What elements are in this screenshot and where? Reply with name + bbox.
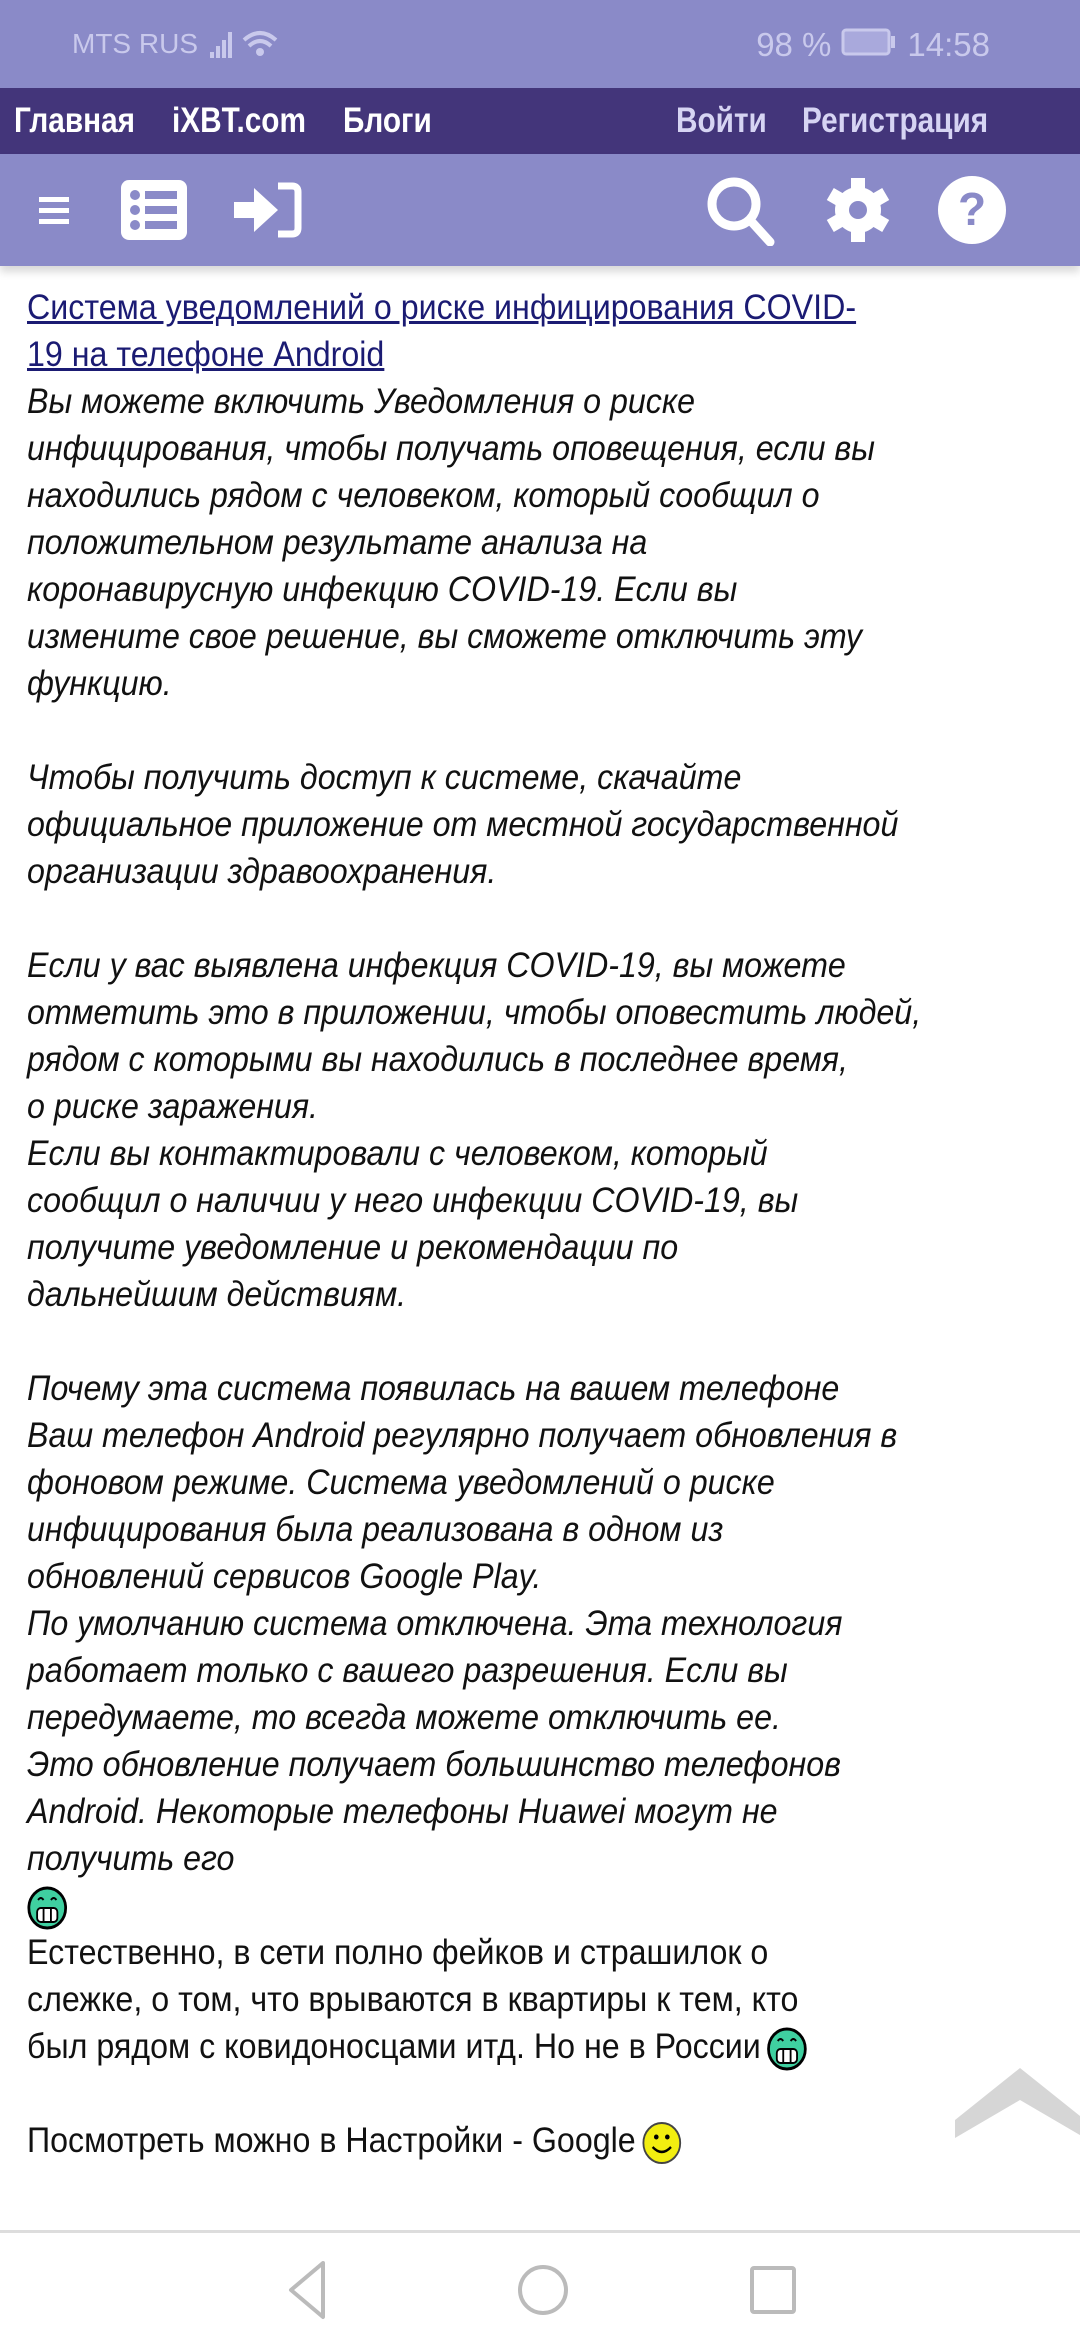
text-line [27, 425, 984, 472]
nav-home[interactable]: Главная [14, 101, 135, 140]
nav-ixbt[interactable]: iXBT.com [172, 101, 306, 140]
line-text: Если у вас выявлена инфекция COVID-19, вы можете [27, 946, 846, 985]
sign-in-icon[interactable] [230, 172, 306, 248]
text-line [27, 1224, 984, 1271]
text-line [27, 2117, 984, 2164]
search-icon[interactable] [702, 172, 778, 248]
line-text: сообщил о наличии у него инфекции COVID-19, вы [27, 1181, 799, 1220]
grin-emoji-icon [766, 2027, 806, 2066]
line-text: передумаете, то всегда можете отключить ее. [27, 1698, 781, 1737]
line-text: инфицирования была реализована в одном из [27, 1510, 724, 1549]
grin-emoji-icon [27, 1886, 67, 1925]
carrier-name: MTS RUS [72, 28, 198, 59]
line-text: получить его [27, 1839, 235, 1878]
text-line [27, 1553, 984, 1600]
line-text: коронавирусную инфекцию COVID-19. Если вы [27, 570, 738, 609]
line-text: официальное приложение от местной государственной [27, 805, 899, 844]
line-text: По умолчанию система отключена. Эта технология [27, 1604, 843, 1643]
text-line [27, 848, 984, 895]
line-text: организации здравоохранения. [27, 852, 497, 891]
line-text: слежке, о том, что врываются в квартиры к тем, кто [27, 1980, 799, 2019]
clock: 14:58 [907, 26, 990, 63]
line-text: получите уведомление и рекомендации по [27, 1228, 679, 1267]
register-link[interactable]: Регистрация [802, 101, 989, 140]
text-line [27, 754, 984, 801]
text-line [27, 1036, 984, 1083]
line-text: измените свое решение, вы сможете отключить эту [27, 617, 863, 656]
text-line [27, 1976, 984, 2023]
help-icon[interactable] [934, 172, 1010, 248]
article-content [27, 284, 1067, 2164]
line-text: Естественно, в сети полно фейков и страшилок о [27, 1933, 769, 1972]
gear-icon[interactable] [820, 172, 896, 248]
text-line [27, 613, 984, 660]
line-text: дальнейшим действиям. [27, 1275, 407, 1314]
smile-emoji-icon [641, 2121, 681, 2160]
line-text: положительном результате анализа на [27, 523, 648, 562]
top-nav [0, 88, 1080, 154]
line-text: 19 на телефоне Android [27, 335, 385, 374]
signal-wifi-icons [208, 26, 288, 69]
line-text: инфицирования, чтобы получать оповещения, если вы [27, 429, 875, 468]
text-line [27, 1788, 984, 1835]
line-text: находились рядом с человеком, который сообщил о [27, 476, 820, 515]
toolbar [0, 154, 1080, 266]
divider [0, 2230, 1080, 2233]
text-line [27, 1365, 984, 1412]
text-line [27, 1083, 984, 1130]
back-icon[interactable] [275, 2255, 345, 2325]
login-link[interactable]: Войти [676, 101, 767, 140]
line-text: обновлений сервисов Google Play. [27, 1557, 542, 1596]
battery-percent: 98 % [756, 26, 832, 63]
text-line [27, 1882, 984, 1929]
menu-icon[interactable] [16, 172, 92, 248]
text-line [27, 519, 984, 566]
text-line [27, 1600, 984, 1647]
text-line [27, 472, 984, 519]
blank-line [27, 707, 984, 754]
text-line [27, 1647, 984, 1694]
line-text: Ваш телефон Android регулярно получает обновления в [27, 1416, 898, 1455]
list-icon[interactable] [116, 172, 192, 248]
text-line [27, 566, 984, 613]
recents-icon[interactable] [738, 2255, 808, 2325]
line-text: о риске заражения. [27, 1087, 319, 1126]
line-text: функцию. [27, 664, 172, 703]
line-text: Посмотреть можно в Настройки - Google [27, 2121, 636, 2160]
text-line [27, 1835, 984, 1882]
blank-line [27, 895, 984, 942]
line-text: Если вы контактировали с человеком, который [27, 1134, 768, 1173]
nav-blogs[interactable]: Блоги [343, 101, 432, 140]
scroll-to-top-button[interactable] [955, 2060, 1080, 2140]
blank-line [27, 1318, 984, 1365]
text-line [27, 1412, 984, 1459]
text-line [27, 2023, 984, 2070]
text-line [27, 1271, 984, 1318]
svg-text:?: ? [957, 183, 987, 235]
line-text: работает только с вашего разрешения. Если вы [27, 1651, 788, 1690]
text-line [27, 1929, 984, 1976]
text-line [27, 378, 984, 425]
line-text: Чтобы получить доступ к системе, скачайте [27, 758, 742, 797]
text-line [27, 1177, 984, 1224]
battery-icon [841, 26, 897, 64]
text-line [27, 1506, 984, 1553]
line-text: Почему эта система появилась на вашем телефоне [27, 1369, 840, 1408]
text-line [27, 1741, 984, 1788]
text-line [27, 660, 984, 707]
text-line [27, 1694, 984, 1741]
status-bar [0, 0, 1080, 88]
text-line [27, 1459, 984, 1506]
line-text: отметить это в приложении, чтобы оповестить людей, [27, 993, 922, 1032]
article-link[interactable] [27, 331, 984, 378]
line-text: Система уведомлений о риске инфицирования COVID- [27, 288, 857, 327]
blank-line [27, 2070, 984, 2117]
text-line [27, 1130, 984, 1177]
text-line [27, 989, 984, 1036]
text-line [27, 942, 984, 989]
text-line [27, 801, 984, 848]
line-text: Вы можете включить Уведомления о риске [27, 382, 696, 421]
line-text: Android. Некоторые телефоны Huawei могут не [27, 1792, 778, 1831]
home-icon[interactable] [508, 2255, 578, 2325]
line-text: рядом с которыми вы находились в последнее время, [27, 1040, 848, 1079]
line-text: фоновом режиме. Система уведомлений о риске [27, 1463, 775, 1502]
line-text: Это обновление получает большинство телефонов [27, 1745, 841, 1784]
line-text: был рядом с ковидоносцами итд. Но не в России [27, 2027, 761, 2066]
article-link[interactable] [27, 284, 984, 331]
